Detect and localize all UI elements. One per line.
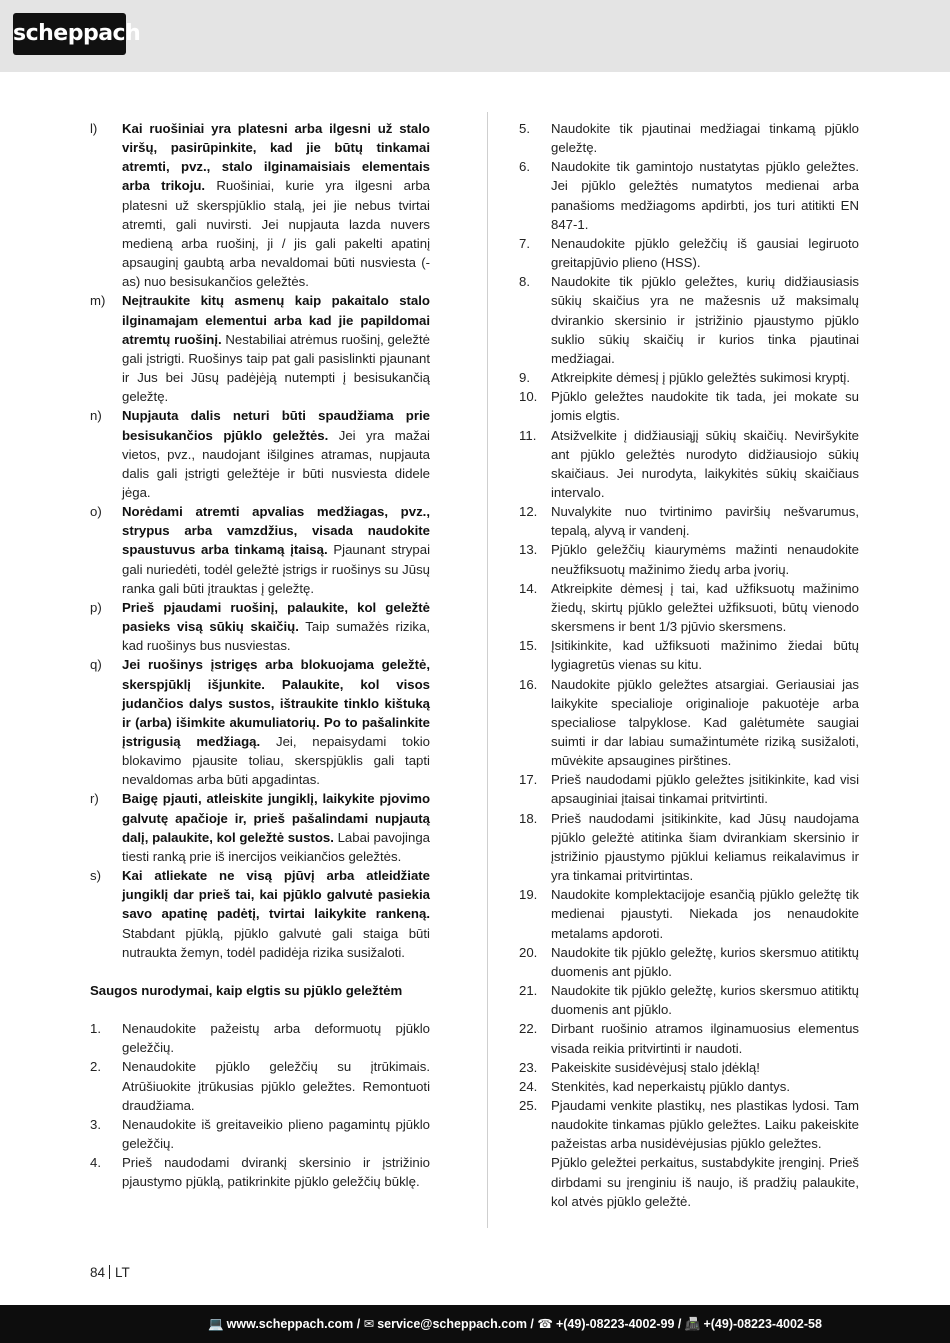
header-band	[0, 0, 950, 72]
lettered-item	[90, 598, 430, 655]
item-number: 10.	[519, 389, 538, 405]
page-language: LT	[115, 1265, 130, 1280]
item-text: Pjaudami venkite plastikų, nes plastikas lydosi. Tam naudokite tinkamas pjūklo geležtes. Laiku pakeiskite pažeistas arba nusidėvėjusias pjūklo geležtes.	[551, 1097, 859, 1152]
item-number: 13.	[519, 542, 538, 558]
item-text: Taip sumažės rizika, kad ruošinys bus nusviestas.	[122, 619, 430, 654]
numbered-item	[519, 675, 859, 771]
item-number: 23.	[519, 1059, 538, 1075]
item-text: Nenaudokite pažeistų arba deformuotų pjūklo geležčių.	[122, 1021, 430, 1056]
lettered-item	[90, 291, 430, 406]
numbered-item	[90, 1057, 430, 1114]
item-bold-text: Norėdami atremti apvalias medžiagas, pvz., strypus arba vamzdžius, visada naudokite spaustuvus arba tinkamą įtaisą.	[122, 504, 430, 558]
right-column	[519, 119, 859, 1211]
item-number: 17.	[519, 772, 538, 788]
item-body	[122, 119, 430, 291]
numbered-item	[519, 387, 859, 425]
item-number: 7.	[519, 235, 530, 251]
item-number: 6.	[519, 159, 530, 175]
item-bold-text: Kai atliekate ne visą pjūvį arba atleidžiate jungiklį dar prieš tai, kai pjūklo galvutė pasiekia savo apatinę padėtį, tvirtai laikykite rankeną.	[122, 868, 430, 922]
item-number: 15.	[519, 638, 538, 654]
item-text: Dirbant ruošinio atramos ilginamuosius elementus visada reikia pritvirtinti ir naudoti.	[551, 1021, 859, 1056]
item-number: 11.	[519, 427, 537, 443]
item-text: Stenkitės, kad neperkaistų pjūklo dantys.	[551, 1078, 790, 1094]
lettered-item	[90, 502, 430, 598]
item-text: Stabdant pjūklą, pjūklo galvutė gali staiga būti nutraukta žemyn, todėl padidėja rizika susižaloti.	[122, 925, 430, 960]
left-column	[90, 119, 430, 1191]
item-text: Naudokite pjūklo geležtes atsargiai. Geriausiai jas laikykite specialioje originalioje pakuotėje arba specialiose talpyklose. Kad galėtumėte saugiai suimti ir dar labiau sumažintumėte riziką susižaloti, mūvėkite apsaugines pirštines.	[551, 676, 859, 769]
item-text: Nenaudokite iš greitaveikio plieno pagamintų pjūklo geležčių.	[122, 1116, 430, 1151]
item-body	[122, 655, 430, 789]
item-body	[122, 502, 430, 598]
item-text: Nenaudokite pjūklo geležčių iš gausiai legiruoto greitapjūvio plieno (HSS).	[551, 235, 859, 271]
numbered-item	[519, 502, 859, 540]
item-bold-text: Jei ruošinys įstrigęs arba blokuojama geležtė, skerspjūklį išjunkite. Palaukite, kol visos judančios dalys sustos, ištraukite tinklo kištuką ir (arba) išimkite akumuliatorių. Po to pašalinkite įstrigusią medžiagą.	[122, 657, 430, 749]
item-text: Atsižvelkite į didžiausiąjį sūkių skaičių. Neviršykite ant pjūklo geležtės nurodyto didžiausiojo sūkių skaičiaus. Jei nurodyta, laikykitės sūkių skaičiaus intervalo.	[551, 427, 859, 500]
item-text: Prieš naudodami dvirankį skersinio ir įstrižinio pjaustymo pjūklą, patikrinkite pjūklo geležčių būklę.	[122, 1155, 430, 1190]
numbered-item	[519, 770, 859, 808]
item-marker: p)	[90, 599, 102, 615]
item-text: Ruošiniai, kurie yra ilgesni arba platesni už skerspjūklio stalą, jei jie nebus tvirtai atremti, gali nuvirsti. Jei nupjauta lazda nuvers medieną arba ruošinį, ji / jis gali pakelti apatinį apsauginį gaubtą arba nevaldomai būti nusviesta (-as) nuo besisukančios geležtės.	[122, 178, 430, 290]
section-title: Saugos nurodymai, kaip elgtis su pjūklo geležtėm	[90, 982, 403, 998]
numbered-item	[519, 1077, 859, 1096]
item-bold-text: Neįtraukite kitų asmenų kaip pakaitalo stalo ilginamajam elementui arba kad jie papildomai atremtų ruošinį.	[122, 293, 430, 347]
item-text: Nestabiliai atrėmus ruošinį, geležtė gali įstrigti. Ruošinys taip pat gali pasislinkti pjaunant ir Jus bei Jūsų padėjėją nutempti į besisukančią geležtę.	[122, 331, 431, 405]
numbered-item	[519, 885, 859, 942]
item-number: 20.	[519, 944, 538, 960]
item-bold-text: Prieš pjaudami ruošinį, palaukite, kol geležtė pasieks visą sūkių skaičių.	[122, 599, 430, 635]
lettered-safety-list	[90, 119, 430, 962]
scheppach-logo: scheppach	[13, 13, 126, 55]
item-text: Pakeiskite susidėvėjusį stalo įdėklą!	[551, 1059, 760, 1075]
item-number: 22.	[519, 1021, 538, 1037]
item-text: Naudokite tik pjautinai medžiagai tinkamą pjūklo geležtę.	[551, 121, 859, 156]
item-number: 16.	[519, 676, 538, 692]
item-number: 2.	[90, 1059, 101, 1075]
footer-website-link[interactable]: www.scheppach.com	[226, 1317, 354, 1331]
item-number: 18.	[519, 810, 538, 826]
numbered-item	[519, 272, 859, 368]
page-number	[90, 1265, 130, 1280]
item-body	[122, 291, 430, 406]
numbered-item	[519, 943, 859, 981]
item-number: 5.	[519, 121, 530, 136]
item-marker: s)	[90, 868, 101, 884]
lettered-item	[90, 655, 430, 789]
page-separator	[109, 1265, 110, 1279]
footer-fax: +(49)-08223-4002-58	[703, 1317, 822, 1331]
fax-icon: 📠	[684, 1317, 701, 1331]
item-text: Jei yra mažai vietos, pvz., naudojant išilgines atramas, nupjauta dalis gali įstrigti geležtėje ir būti nusviesta didele jėga.	[122, 427, 430, 500]
item-number: 3.	[90, 1116, 101, 1132]
item-number: 12.	[519, 504, 538, 520]
item-number: 8.	[519, 274, 530, 290]
item-text: Jei, nepaisydami tokio blokavimo pjausite toliau, skerspjūklis gali tapti nevaldomas arba būti apgadintas.	[122, 734, 430, 788]
numbered-item	[519, 157, 859, 234]
lettered-item	[90, 789, 430, 866]
numbered-item	[90, 1115, 430, 1153]
item-text: Prieš naudodami įsitikinkite, kad Jūsų naudojama pjūklo geležtė atitinka šiam dvirankiam skersinio ir įstrižinio pjaustymo pjūklui keliamus reikalavimus ir yra tinkamai pritvirtintas.	[551, 810, 859, 884]
lettered-item	[90, 406, 430, 502]
item-marker: l)	[90, 121, 98, 136]
numbered-item	[519, 579, 859, 636]
numbered-item	[519, 1096, 859, 1153]
numbered-item	[519, 119, 859, 157]
item-bold-text: Nupjauta dalis neturi būti spaudžiama prie besisukančios pjūklo geležtės.	[122, 408, 430, 443]
item-text: Naudokite tik pjūklo geležtes, kurių didžiausiasis sūkių skaičius yra ne mažesnis už maksimalų dvirankio skersinio ir įstrižinio pjaustymo pjūklo suklio sūkių skaičių ir kurios tinka pjautinai medžiagai.	[551, 274, 859, 366]
item-number: 24.	[519, 1078, 538, 1094]
tail-paragraph-text: Pjūklo geležtei perkaitus, sustabdykite įrenginį. Prieš dirbdami su įrenginiu iš naujo, iš pradžių palaukite, kol atvės pjūklo geležtė.	[551, 1155, 859, 1209]
column-divider	[487, 112, 488, 1228]
numbered-item	[519, 1058, 859, 1077]
phone-icon: ☎	[537, 1317, 553, 1331]
item-number: 14.	[519, 580, 538, 596]
numbered-item	[519, 426, 859, 503]
numbered-item	[90, 1019, 430, 1057]
item-number: 1.	[90, 1021, 101, 1037]
item-text: Pjūklo geležčių kiaurymėms mažinti nenaudokite neužfiksuotų mažinimo žiedų arba įvorių.	[551, 542, 859, 577]
item-text: Pjaunant strypai gali nuriedėti, todėl geležtė įstrigs ir ruošinys su Jūsų ranka gali būti įtrauktas į geležtę.	[122, 542, 431, 596]
item-marker: r)	[90, 791, 99, 807]
item-text: Nuvalykite nuo tvirtinimo paviršių nešvarumus, tepalą, alyvą ir vandenį.	[551, 504, 859, 539]
item-body	[122, 789, 430, 866]
lettered-item	[90, 119, 430, 291]
item-text: Labai pavojinga tiesti ranką prie iš inercijos veikiančios geležtės.	[122, 829, 430, 864]
item-text: Naudokite tik pjūklo geležtę, kurios skersmuo atitiktų duomenis ant pjūklo.	[551, 944, 859, 979]
lettered-item	[90, 866, 430, 962]
numbered-item	[519, 368, 859, 387]
numbered-list-left	[90, 1019, 430, 1191]
item-text: Atkreipkite dėmesį į pjūklo geležtės sukimosi kryptį.	[551, 370, 851, 386]
numbered-item	[519, 234, 859, 272]
page-number-value: 84	[90, 1265, 106, 1280]
numbered-item	[90, 1153, 430, 1191]
item-text: Prieš naudodami pjūklo geležtes įsitikinkite, kad visi apsauginiai įtaisai tinkamai pritvirtinti.	[551, 772, 859, 807]
computer-icon: 💻	[208, 1317, 224, 1331]
item-body	[122, 406, 430, 502]
item-marker: q)	[90, 657, 102, 673]
footer-phone: +(49)-08223-4002-99	[555, 1317, 675, 1331]
item-marker: n)	[90, 408, 102, 424]
item-body	[122, 598, 430, 655]
item-number: 9.	[519, 370, 530, 386]
item-number: 25.	[519, 1097, 538, 1113]
numbered-list-right	[519, 119, 859, 1153]
item-text: Pjūklo geležtes naudokite tik tada, jei mokate su jomis elgtis.	[551, 389, 859, 424]
numbered-item	[519, 540, 859, 578]
item-text: Naudokite komplektacijoje esančią pjūklo geležtę tik medienai pjaustyti. Niekada jos nenaudokite metalams apdoroti.	[551, 887, 859, 941]
item-bold-text: Kai ruošiniai yra platesni arba ilgesni už stalo viršų, pasirūpinkite, kad jie būtų tinkamai atremti, pvz., stalo ilginamaisiais elementais arba trikoju.	[122, 121, 430, 194]
item-text: Naudokite tik pjūklo geležtę, kurios skersmuo atitiktų duomenis ant pjūklo.	[551, 983, 859, 1018]
item-number: 4.	[90, 1155, 101, 1171]
item-body	[122, 866, 430, 962]
item-number: 19.	[519, 887, 538, 903]
email-icon: ✉	[363, 1317, 375, 1331]
item-marker: m)	[90, 293, 106, 309]
footer-email-link[interactable]: service@scheppach.com	[377, 1317, 527, 1331]
numbered-item	[519, 981, 859, 1019]
footer-contact-bar: 💻 www.scheppach.com / ✉ service@scheppach.com / ☎ +(49)-08223-4002-99 / 📠 +(49)-08223-4002-58	[0, 1305, 950, 1343]
numbered-item	[519, 636, 859, 674]
item-text: Įsitikinkite, kad užfiksuoti mažinimo žiedai būtų lygiagretūs vienas su kitu.	[551, 638, 859, 673]
tail-paragraph	[519, 1153, 859, 1210]
item-text: Atkreipkite dėmesį į tai, kad užfiksuotų mažinimo žiedų, skirtų pjūklo geležtei užfiksuoti, būtų vienodo skersmens ir bent 1/3 pjūvio skersmens.	[551, 580, 859, 635]
item-number: 21.	[519, 983, 538, 999]
numbered-item	[519, 809, 859, 886]
item-text: Nenaudokite pjūklo geležčių su įtrūkimais. Atrūšiuokite įtrūkusias pjūklo geležtes. Remontuoti draudžiama.	[122, 1059, 430, 1113]
item-bold-text: Baigę pjauti, atleiskite jungiklį, laikykite pjovimo galvutę apačioje ir, prieš pašalindami nupjautą dalį, palaukite, kol geležtė sustos.	[122, 791, 430, 845]
item-text: Naudokite tik gamintojo nustatytas pjūklo geležtes. Jei pjūklo geležtės numatytos medienai arba panašioms medžiagoms apdirbti, jos turi atitikti EN 847-1.	[551, 159, 859, 232]
item-marker: o)	[90, 504, 102, 520]
numbered-item	[519, 1019, 859, 1057]
